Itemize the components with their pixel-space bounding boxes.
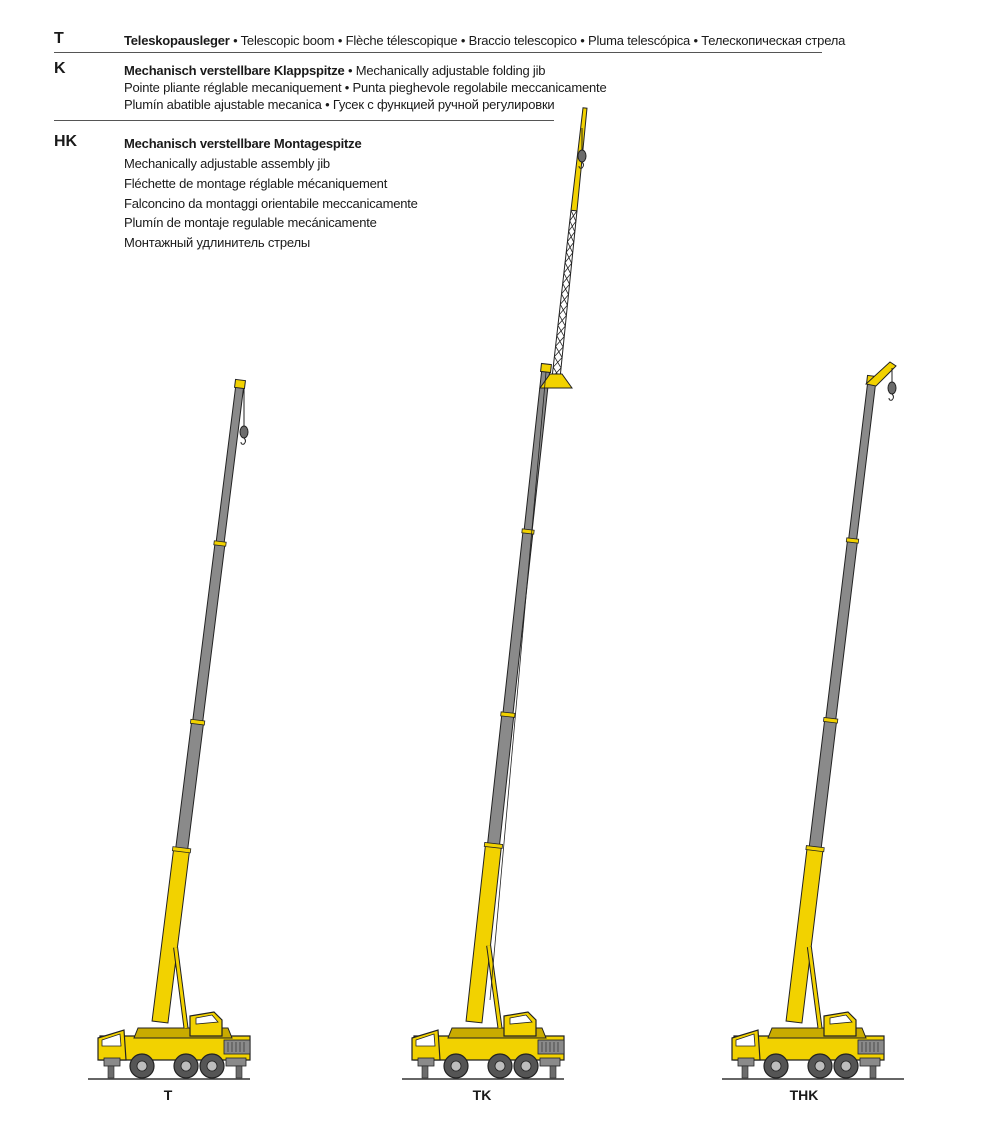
legend-line-text: Fléchette de montage réglable mécaniquement (124, 176, 388, 191)
hook (889, 394, 894, 400)
guy-line (490, 372, 546, 1000)
crane-t (88, 379, 250, 1079)
crane-cab (190, 1012, 222, 1036)
hook (241, 438, 246, 444)
wheel-hub-2 (181, 1061, 191, 1071)
crane-label-tk: TK (472, 1087, 492, 1103)
boom-section-3 (826, 540, 858, 721)
hook-block (240, 426, 248, 438)
outrigger-front (104, 1058, 120, 1066)
boom-section-2 (809, 720, 837, 850)
outrigger-rear (860, 1058, 880, 1066)
wheel-hub-2 (815, 1061, 825, 1071)
legend-line-text: Falconcino da montaggi orientabile meccanicamente (124, 196, 418, 211)
wheel-hub-3 (521, 1061, 531, 1071)
legend-line-bold: Teleskopausleger (124, 33, 230, 48)
boom-head (541, 363, 552, 372)
hook-block (888, 382, 896, 394)
wheel-hub-2 (495, 1061, 505, 1071)
wheel-hub-1 (771, 1061, 781, 1071)
crane-tk (402, 108, 587, 1079)
boom-head (235, 379, 246, 388)
boom-section-4 (524, 368, 550, 532)
jack-rear (236, 1066, 242, 1078)
boom-section-2 (176, 721, 204, 850)
jack-front (108, 1066, 114, 1078)
boom-section-3 (193, 543, 225, 723)
legend-code-k: K (54, 60, 66, 77)
wheel-hub-1 (137, 1061, 147, 1071)
luffing-cylinder (489, 946, 500, 1028)
crane-label-t: T (163, 1087, 173, 1103)
wheel-hub-3 (841, 1061, 851, 1071)
outrigger-front (738, 1058, 754, 1066)
outrigger-front (418, 1058, 434, 1066)
jack-rear (870, 1066, 876, 1078)
outrigger-rear (540, 1058, 560, 1066)
legend-line-text: • Telescopic boom • Flèche télescopique • Braccio telescopico • Pluma telescópica • Телескопическая стрела (229, 33, 846, 48)
legend-line-text: Pointe pliante réglable mecaniquement • Punta pieghevole regolabile meccanicamente (124, 80, 607, 95)
crane-cab (504, 1012, 536, 1036)
hook-block (578, 150, 586, 162)
jack-front (742, 1066, 748, 1078)
crane-label-thk: THK (789, 1087, 819, 1103)
luffing-cylinder (176, 947, 186, 1028)
luffing-cylinder (809, 947, 820, 1028)
jack-rear (550, 1066, 556, 1078)
crane-thk (722, 362, 904, 1079)
legend-line-text: Mechanically adjustable assembly jib (124, 156, 330, 171)
legend-line-text: Монтажный удлинитель стрелы (124, 235, 311, 250)
wheel-hub-1 (451, 1061, 461, 1071)
legend-line-text: • Mechanically adjustable folding jib (344, 63, 546, 78)
legend-line-text: Plumín abatible ajustable mecanica • Гусек с функцией ручной регулировки (124, 97, 555, 112)
boom-section-4 (216, 384, 244, 544)
crane-cab (824, 1012, 856, 1036)
legend-line-bold: Mechanisch verstellbare Klappspitze (124, 63, 345, 78)
legend-line-text: Plumín de montaje regulable mecánicamente (124, 215, 377, 230)
legend-code-hk: HK (54, 133, 78, 150)
legend-line-bold: Mechanisch verstellbare Montagespitze (124, 136, 362, 151)
jack-front (422, 1066, 428, 1078)
wheel-hub-3 (207, 1061, 217, 1071)
boom-section-4 (849, 380, 876, 541)
outrigger-rear (226, 1058, 246, 1066)
legend-code-t: T (54, 30, 64, 47)
